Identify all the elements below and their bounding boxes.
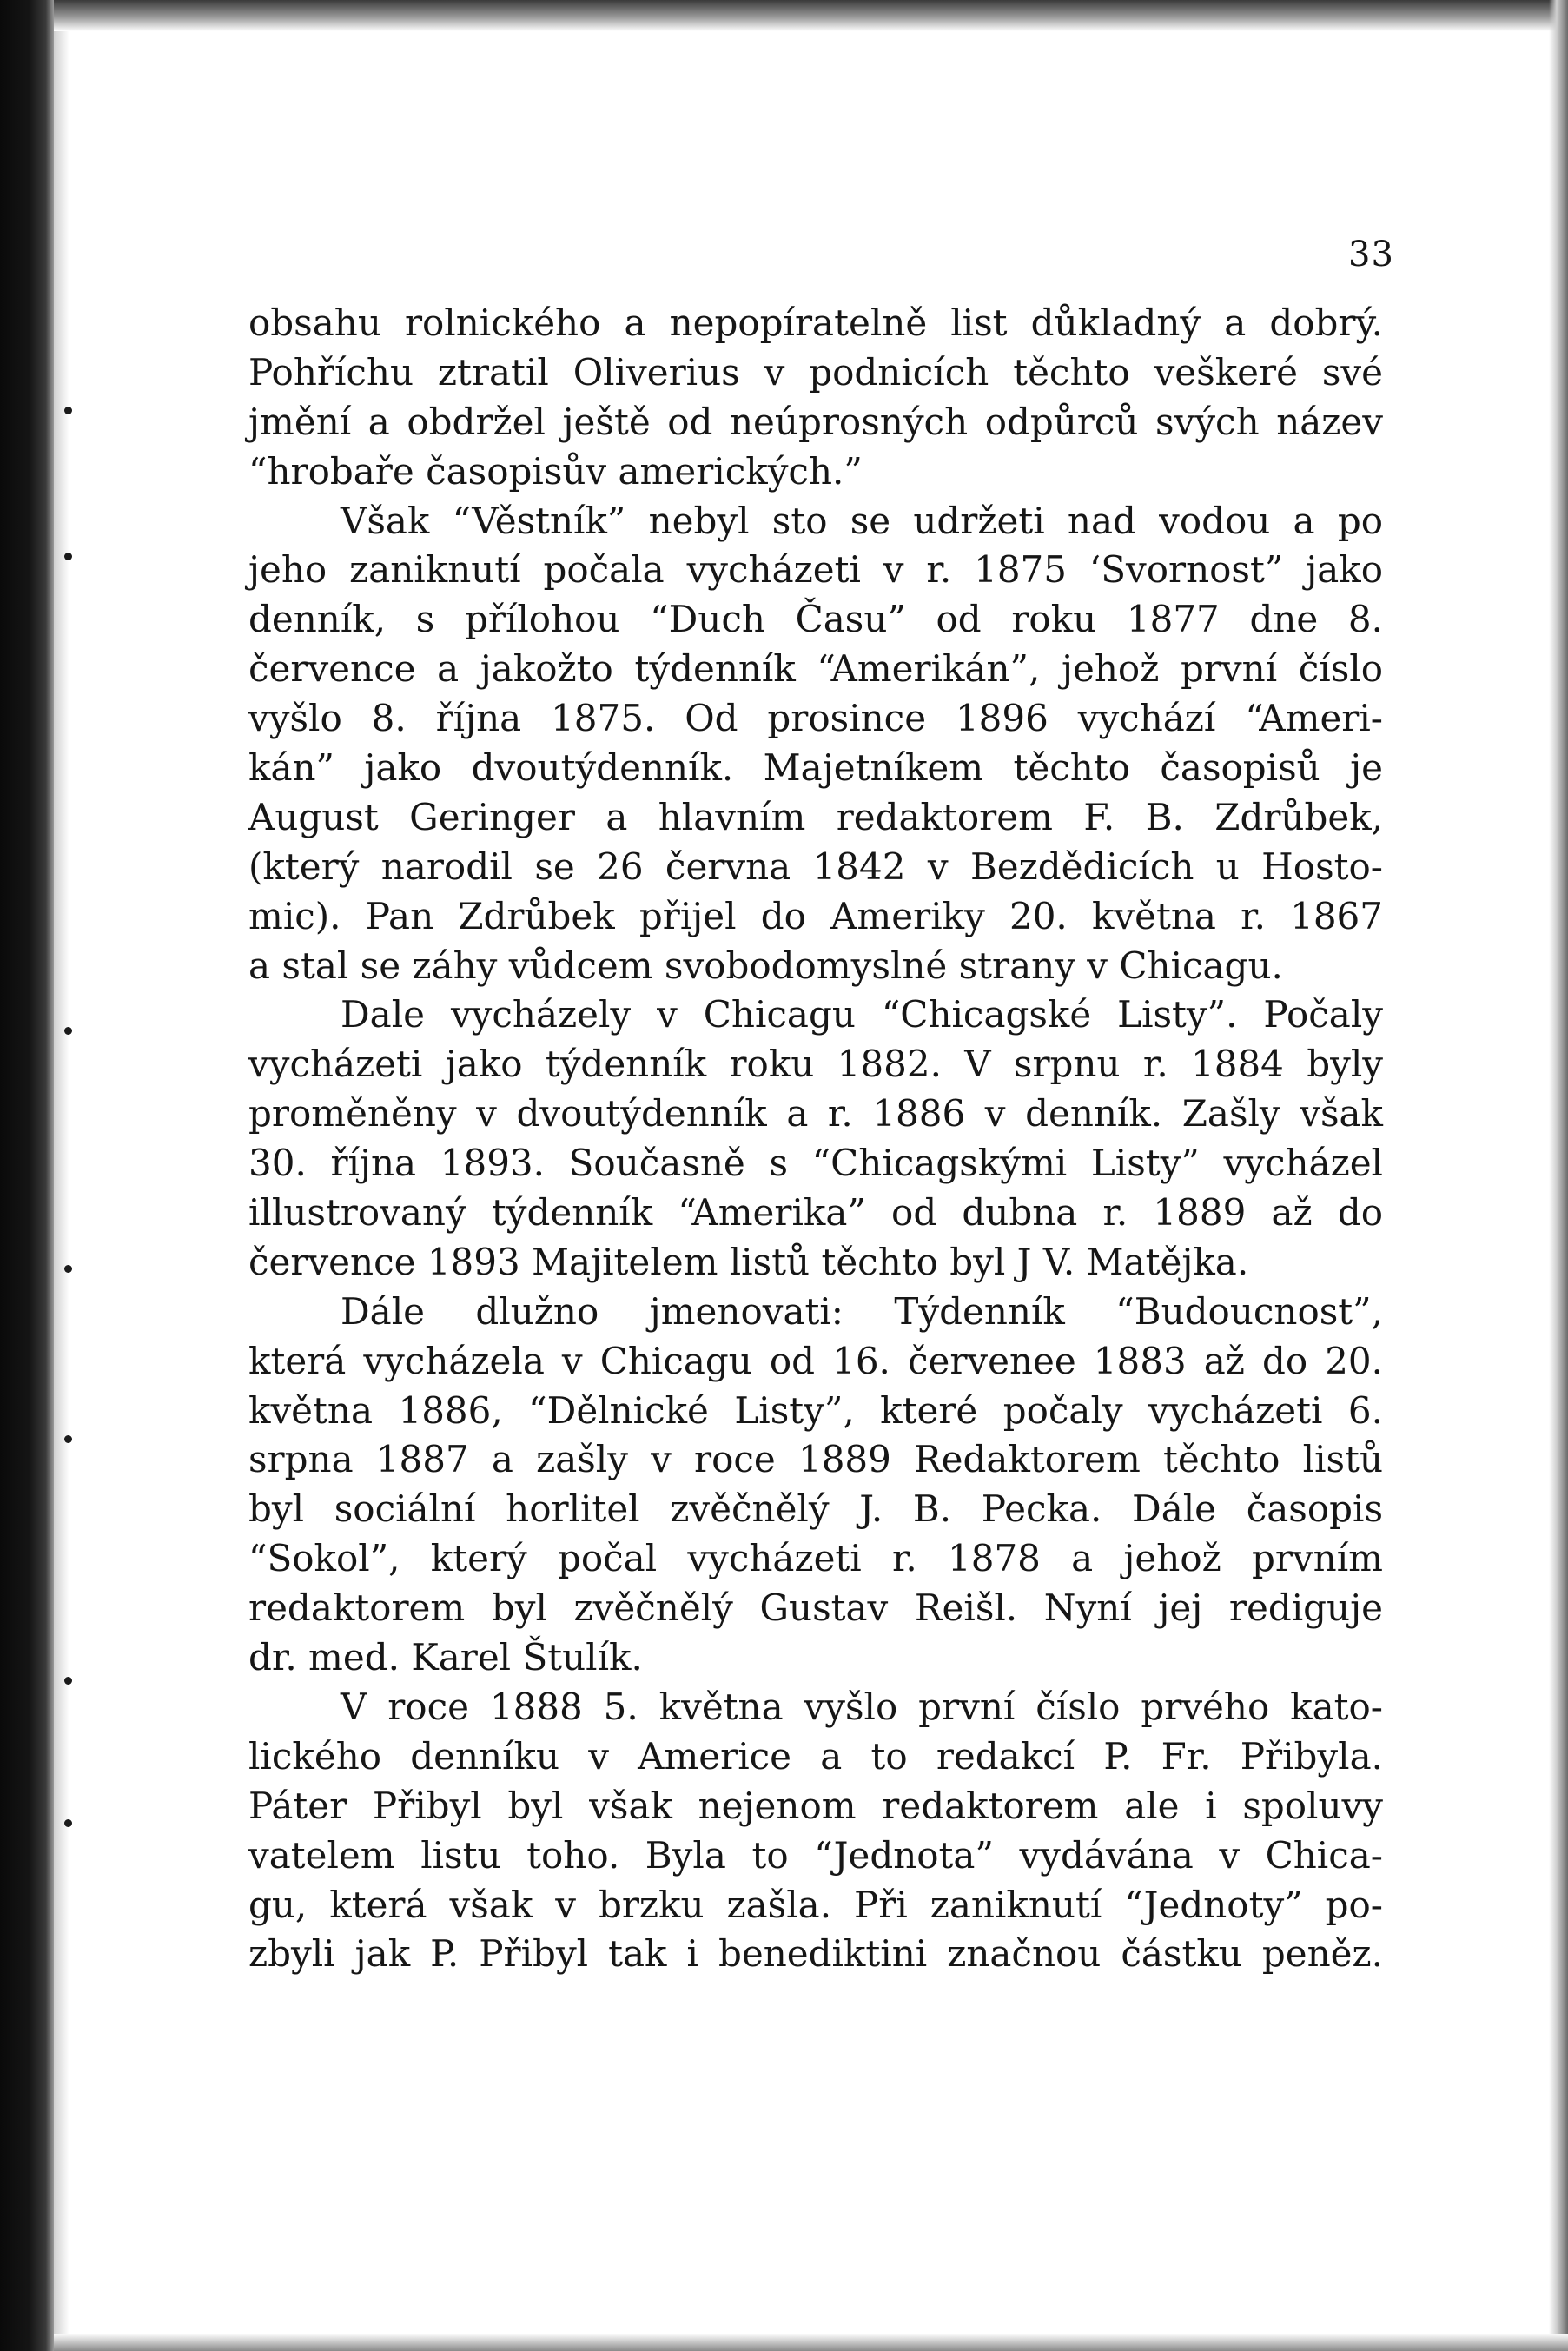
text-line: jeho zaniknutí počala vycházeti v r. 1875 ‘Svornost” jako bbox=[248, 548, 1383, 592]
text-line: V roce 1888 5. května vyšlo první číslo prvého kato- bbox=[341, 1685, 1383, 1728]
margin-speck bbox=[64, 1819, 72, 1827]
text-line: gu, která však v brzku zašla. Při zaniknutí “Jednoty” po- bbox=[248, 1883, 1383, 1926]
text-line: července a jakožto týdenník “Amerikán”, jehož první číslo bbox=[248, 647, 1383, 691]
margin-speck bbox=[64, 1435, 72, 1443]
page-bottom-edge bbox=[54, 2334, 1568, 2351]
text-line: kán” jako dvoutýdenník. Majetníkem těchto časopisů je bbox=[248, 746, 1383, 790]
text-line: illustrovaný týdenník “Amerika” od dubna r. 1889 až do bbox=[248, 1191, 1383, 1235]
text-line: zbyli jak P. Přibyl tak i benediktini značnou částku peněz. bbox=[248, 1932, 1383, 1976]
margin-speck bbox=[64, 1677, 72, 1685]
margin-speck bbox=[64, 1265, 72, 1273]
text-line: jmění a obdržel ještě od neúprosných odpůrců svých název bbox=[248, 400, 1383, 443]
text-line: a stal se záhy vůdcem svobodomyslné strany v Chicagu. bbox=[248, 944, 1283, 987]
text-line: Páter Přibyl byl však nejenom redaktorem ale i spoluvy bbox=[248, 1784, 1383, 1827]
text-line: proměněny v dvoutýdenník a r. 1886 v denník. Zašly však bbox=[248, 1092, 1383, 1136]
text-line: vycházeti jako týdenník roku 1882. V srpnu r. 1884 byly bbox=[248, 1043, 1383, 1086]
text-line: (který narodil se 26 června 1842 v Bezdědicích u Hosto- bbox=[248, 844, 1383, 888]
margin-speck bbox=[64, 407, 72, 414]
text-line: vatelem listu toho. Byla to “Jednota” vydávána v Chica- bbox=[248, 1833, 1383, 1877]
text-line: července 1893 Majitelem listů těchto byl J V. Matějka. bbox=[248, 1240, 1249, 1283]
text-line: “Sokol”, který počal vycházeti r. 1878 a jehož prvním bbox=[248, 1537, 1383, 1580]
text-line: května 1886, “Dělnické Listy”, které počaly vycházeti 6. bbox=[248, 1388, 1383, 1432]
text-line: August Geringer a hlavním redaktorem F. B. Zdrůbek, bbox=[248, 795, 1383, 838]
text-line: lického denníku v Americe a to redakcí P. Fr. Přibyla. bbox=[248, 1734, 1383, 1778]
page-right-edge bbox=[1549, 0, 1568, 2351]
text-line: denník, s přílohou “Duch Času” od roku 1877 dne 8. bbox=[248, 598, 1383, 641]
text-line: Dale vycházely v Chicagu “Chicagské Listy”. Počaly bbox=[341, 993, 1383, 1036]
text-line: srpna 1887 a zašly v roce 1889 Redaktorem těchto listů bbox=[248, 1438, 1383, 1481]
text-line: 30. října 1893. Současně s “Chicagskými Listy” vycházel bbox=[248, 1142, 1383, 1185]
text-line: byl sociální horlitel zvěčnělý J. B. Pecka. Dále časopis bbox=[248, 1487, 1383, 1531]
text-line: “hrobaře časopisův amerických.” bbox=[248, 449, 863, 493]
text-line: obsahu rolnického a nepopíratelně list důkladný a dobrý. bbox=[248, 301, 1383, 344]
page-top-edge bbox=[54, 0, 1568, 31]
text-line: Pohříchu ztratil Oliverius v podnicích těchto veškeré své bbox=[248, 350, 1383, 394]
text-line: mic). Pan Zdrůbek přijel do Ameriky 20. května r. 1867 bbox=[248, 894, 1383, 937]
text-line: vyšlo 8. října 1875. Od prosince 1896 vychází “Ameri- bbox=[248, 697, 1383, 740]
page-number: 33 bbox=[1348, 235, 1394, 275]
text-line: která vycházela v Chicagu od 16. červenee 1883 až do 20. bbox=[248, 1339, 1383, 1382]
text-line: Však “Věstník” nebyl sto se udržeti nad vodou a po bbox=[341, 499, 1383, 542]
text-line: dr. med. Karel Štulík. bbox=[248, 1636, 643, 1679]
body-text bbox=[248, 299, 1383, 1979]
binding-shadow bbox=[54, 0, 69, 2351]
margin-speck bbox=[64, 553, 72, 560]
text-line: Dále dlužno jmenovati: Týdenník “Budoucnost”, bbox=[341, 1289, 1383, 1333]
book-binding-edge bbox=[0, 0, 54, 2351]
margin-speck bbox=[64, 1027, 72, 1035]
text-line: redaktorem byl zvěčnělý Gustav Reišl. Nyní jej rediguje bbox=[248, 1586, 1383, 1630]
